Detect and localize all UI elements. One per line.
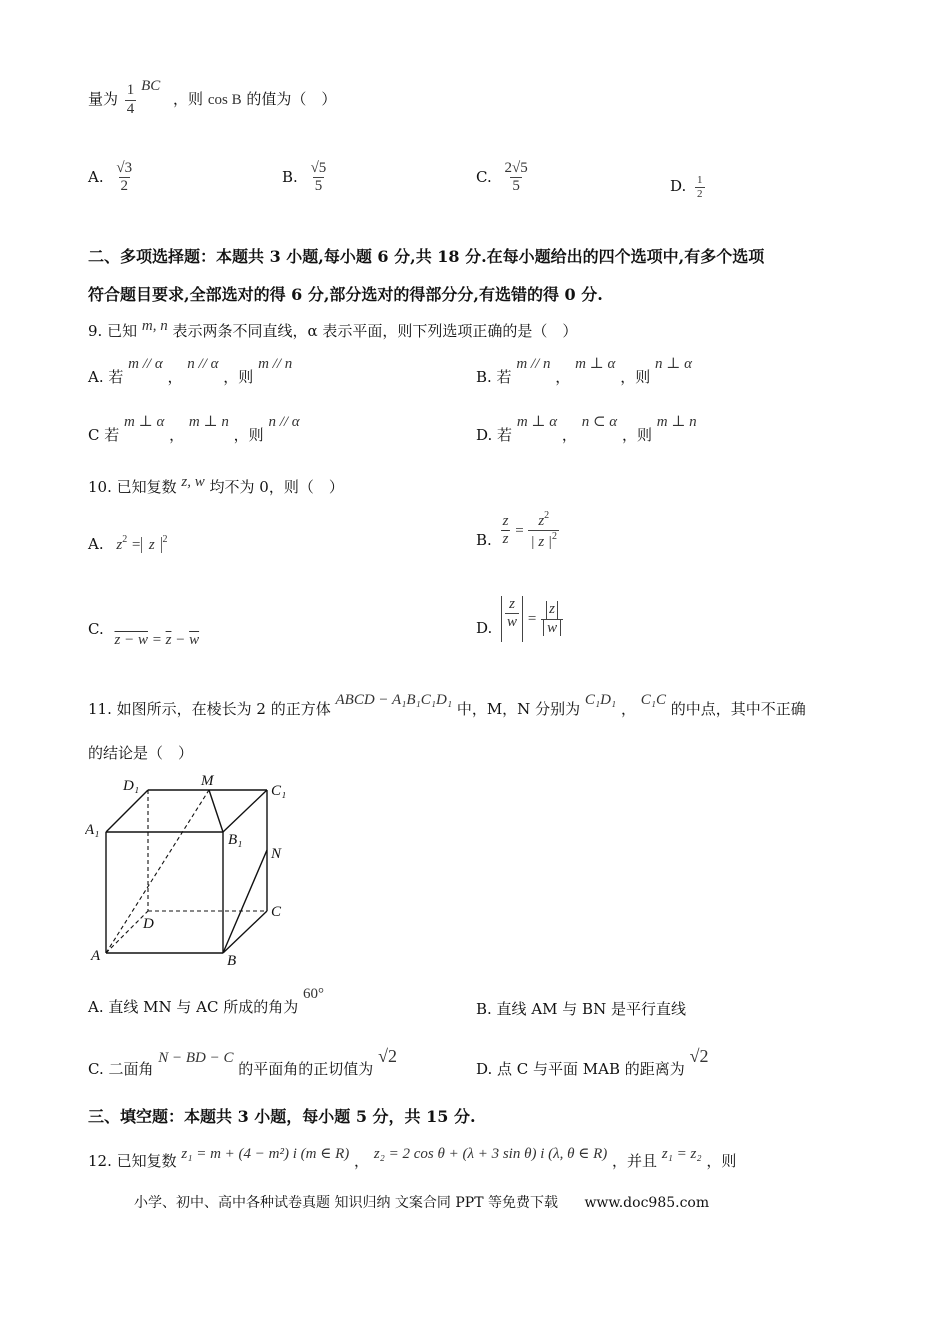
option-value: √2: [378, 1046, 397, 1066]
q9-option-c[interactable]: [88, 412, 300, 445]
q10-b-lhs: $\frac{z}{z}$: [502, 513, 509, 548]
sep: ，: [167, 368, 183, 386]
footer: [134, 1192, 709, 1212]
q11-mid: 中，M，N 分别为: [456, 700, 581, 718]
label-m: M: [201, 773, 214, 789]
q9-prefix: 9. 已知: [88, 322, 138, 340]
section2-line2: 符合题目要求,全部选对的得 6 分,部分选对的得部分分,有选错的得 0 分.: [88, 285, 603, 304]
q10-stem: [88, 474, 344, 497]
option-label: A.: [88, 167, 104, 186]
q10-suffix: 均不为 0，则（ ）: [209, 478, 344, 496]
q10-option-a[interactable]: [88, 534, 167, 554]
label-b1: B₁: [228, 832, 243, 848]
cond-2: n ⊂ α: [581, 414, 618, 430]
label-a1: A₁: [85, 822, 100, 838]
q12-z2: z₂ = 2 cos θ + (λ + 3 sin θ) i (λ, θ ∈ R): [373, 1146, 608, 1162]
section2-line1: 二、多项选择题：本题共 3 小题,每小题 6 分,共 18 分.在每小题给出的四个选项中,有多个选项: [88, 247, 765, 266]
sep: ，则: [223, 368, 254, 386]
q9-option-d[interactable]: [476, 412, 697, 445]
q11-line2: 的结论是（ ）: [88, 744, 194, 762]
dihedral-expr: N − BD − C: [158, 1050, 234, 1066]
q11-option-b[interactable]: [476, 998, 686, 1019]
q10-option-b[interactable]: [476, 510, 559, 552]
q10-b-rhs: $\frac{z^2}{| z |^2}$: [530, 510, 558, 551]
option-label: D. 点 C 与平面 MAB 的距离为: [476, 1060, 685, 1078]
q11-cube: ABCD − A₁B₁C₁D₁: [335, 692, 453, 708]
option-fraction: [503, 160, 530, 196]
q8-option-a[interactable]: [88, 160, 134, 196]
q12-z1: z₁ = m + (4 − m²) i (m ∈ R): [181, 1146, 350, 1162]
cond-2: m ⊥ α: [575, 356, 616, 372]
frac-den: 2: [120, 178, 128, 195]
q11-line1: [88, 692, 806, 719]
sep: ，: [169, 426, 185, 444]
sep: ，: [561, 426, 577, 444]
q9-mn: m, n: [141, 318, 168, 334]
q11-option-a[interactable]: [88, 984, 324, 1017]
cond-1: m ⊥ α: [516, 414, 558, 430]
q8-option-c[interactable]: [476, 160, 530, 196]
option-label: C.: [88, 620, 104, 638]
q9-option-b[interactable]: [476, 354, 692, 387]
frac-num: √5: [310, 160, 327, 176]
option-fraction: [695, 174, 705, 200]
q10-prefix: 10. 已知复数: [88, 478, 177, 496]
sep: ，: [555, 368, 571, 386]
label-c1: C₁: [271, 783, 287, 799]
q11-option-d[interactable]: [476, 1046, 708, 1079]
option-value: √2: [689, 1046, 709, 1066]
q10-d-eq: =: [527, 611, 537, 627]
option-label: A. 若: [88, 368, 124, 386]
option-suffix: 的平面角的正切值为: [238, 1060, 374, 1078]
q8-bc: BC: [141, 78, 161, 94]
q12-eq: z₁ = z₂: [661, 1146, 702, 1162]
option-value: 60°: [303, 986, 325, 1002]
footer-url[interactable]: www.doc985.com: [584, 1195, 710, 1211]
q8-option-b[interactable]: [282, 160, 328, 196]
cond-1: m // n: [516, 356, 551, 372]
q8-option-d[interactable]: [670, 174, 705, 200]
sep: ，则: [621, 426, 652, 444]
q8-mid: ，则: [173, 90, 204, 108]
q10-zw: z, w: [181, 474, 205, 490]
label-d1: D₁: [123, 778, 140, 794]
cond-2: n // α: [187, 356, 219, 372]
q8-fraction: [125, 82, 137, 118]
option-label: A. 直线 MN 与 AC 所成的角为: [88, 998, 299, 1016]
q11-seg1: C₁D₁: [584, 692, 617, 708]
cube-figure: [85, 768, 295, 968]
cond-1: m // α: [128, 356, 163, 372]
q11-option-c[interactable]: [88, 1046, 397, 1079]
label-c: C: [271, 904, 282, 920]
option-label: B.: [476, 530, 492, 549]
sep: ，则: [233, 426, 264, 444]
q8-frac-num: 1: [126, 82, 135, 99]
q11-comma: ，: [620, 700, 636, 718]
footer-text: 小学、初中、高中各种试卷真题 知识归纳 文案合同 PPT 等免费下载: [134, 1195, 558, 1211]
option-label: D.: [670, 177, 687, 196]
q8-suffix: 的值为（ ）: [246, 90, 337, 108]
section3-title: 三、填空题：本题共 3 小题，每小题 5 分，共 15 分.: [88, 1107, 476, 1126]
q12-sep: ，: [354, 1152, 370, 1170]
option-label: C 若: [88, 426, 120, 444]
frac-num: 1: [697, 174, 703, 186]
q10-b-eq: =: [515, 522, 524, 539]
q12-suffix: ，则: [706, 1152, 737, 1170]
q12-stem: [88, 1144, 736, 1171]
q10-a-formula: $z^2 = z$ $^2$: [116, 534, 168, 553]
label-a: A: [91, 948, 101, 964]
q8-cosb: cos B: [207, 92, 242, 108]
option-label: B. 若: [476, 368, 512, 386]
option-label: B. 直线 AM 与 BN 是平行直线: [476, 1000, 686, 1018]
cond-3: m ⊥ n: [656, 414, 697, 430]
frac-den: 5: [314, 178, 323, 195]
sep: ，则: [620, 368, 651, 386]
q11-suffix: 的中点，其中不正确: [670, 700, 806, 718]
q8-stem: [88, 78, 336, 118]
q11-prefix: 11. 如图所示，在棱长为 2 的正方体: [88, 700, 331, 718]
q10-option-d[interactable]: [476, 596, 563, 642]
frac-den: 2: [697, 187, 703, 200]
q10-d-rhs: $\frac{z}{w}$: [541, 601, 563, 637]
q8-prefix: 量为: [88, 90, 119, 108]
q9-mid: 表示两条不同直线，α 表示平面，则下列选项正确的是（ ）: [172, 322, 578, 340]
q9-option-a[interactable]: [88, 354, 292, 387]
label-b: B: [227, 953, 237, 968]
frac-num: √3: [116, 160, 133, 176]
q12-mid: ，并且: [612, 1152, 658, 1170]
q10-d-lhs: $\frac{z}{w}$: [501, 596, 523, 642]
q12-prefix: 12. 已知复数: [88, 1152, 177, 1170]
label-n: N: [271, 846, 282, 862]
cond-3: m // n: [258, 356, 293, 372]
cond-3: n ⊥ α: [654, 356, 692, 372]
option-label: C.: [476, 167, 492, 186]
option-label: D. 若: [476, 426, 513, 444]
frac-den: 5: [512, 178, 520, 195]
q11-seg2: C₁C: [640, 692, 666, 708]
option-label: A.: [88, 535, 104, 553]
cond-1: m ⊥ α: [124, 414, 165, 430]
option-label: B.: [282, 167, 298, 186]
q10-option-c[interactable]: [88, 620, 200, 648]
option-label: C. 二面角: [88, 1060, 154, 1078]
q9-stem: [88, 318, 577, 341]
q10-c-formula: $z - w = \overline{z} - \overline{w}$: [114, 632, 200, 648]
cond-2: m ⊥ n: [188, 414, 229, 430]
frac-num: 2√5: [504, 160, 528, 176]
q8-frac-den: 4: [126, 100, 135, 117]
option-label: D.: [476, 619, 493, 637]
cond-3: n // α: [268, 414, 300, 430]
option-fraction: [309, 160, 329, 196]
label-d: D: [143, 916, 154, 932]
option-fraction: [114, 160, 134, 196]
